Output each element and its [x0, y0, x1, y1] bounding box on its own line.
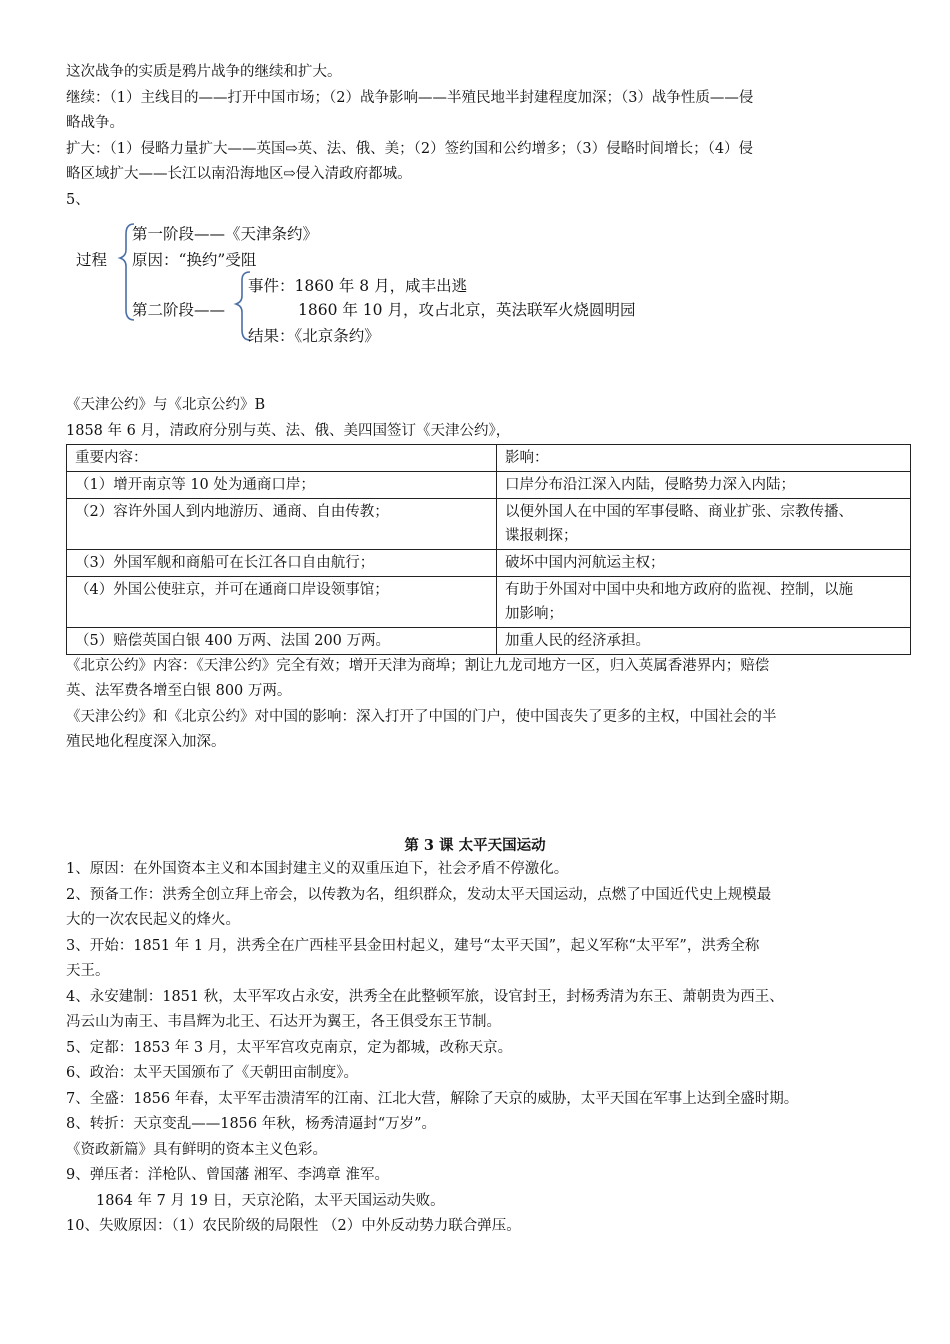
table-header-row [67, 445, 911, 472]
diagram-event1: 事件：1860 年 8 月，咸丰出逃 [248, 277, 468, 295]
text-line: 继续：（1）主线目的——打开中国市场；（2）战争影响——半殖民地半封建程度加深；（3）战争性质——侵 [66, 90, 754, 106]
table-header-content: 重要内容： [67, 445, 497, 472]
list-item: 1、原因：在外国资本主义和本国封建主义的双重压迫下，社会矛盾不停激化。 [66, 861, 569, 877]
beijing-treaty-text: 《北京公约》内容：《天津公约》完全有效；增开天津为商埠；割让九龙司地方一区，归入英属香港界内；赔偿 [66, 658, 770, 674]
text-line: 略区域扩大——长江以南沿海地区⇨侵入清政府都城。 [66, 166, 412, 182]
table-cell-impact: 加重人民的经济承担。 [497, 628, 911, 655]
text-line: 这次战争的实质是鸦片战争的继续和扩大。 [66, 64, 342, 80]
treaty-effect-text: 殖民地化程度深入加深。 [66, 734, 226, 750]
list-item: 4、永安建制：1851 秋，太平军攻占永安，洪秀全在此整顿军旅，设官封王，封杨秀清为东王、萧朝贵为西王、 [66, 989, 784, 1005]
table-row [67, 499, 911, 550]
beijing-treaty-text: 英、法军费各增至白银 800 万两。 [66, 683, 292, 699]
diagram-stage1: 第一阶段——《天津条约》 [132, 225, 319, 243]
text-line: 扩大：（1）侵略力量扩大——英国⇨英、法、俄、美；（2）签约国和公约增多；（3）侵略时间增长；（4）侵 [66, 141, 754, 157]
table-cell-impact [497, 499, 911, 550]
list-item: 8、转折：天京变乱——1856 年秋，杨秀清逼封“万岁”。 [66, 1116, 437, 1132]
table-row [67, 550, 911, 577]
list-item: 大的一次农民起义的烽火。 [66, 912, 240, 928]
diagram-cause: 原因：“换约”受阻 [132, 251, 257, 269]
lesson-title: 第 3 课 太平天国运动 [404, 837, 546, 854]
treaty-heading: 《天津公约》与《北京公约》B [66, 397, 266, 413]
table-cell-content: （3）外国军舰和商船可在长江各口自由航行； [67, 550, 497, 577]
text-line: 略战争。 [66, 115, 124, 131]
list-item: 冯云山为南王、韦昌辉为北王、石达开为翼王，各王俱受东王节制。 [66, 1014, 501, 1030]
list-item: 9、弹压者：洋枪队、曾国藩 湘军、李鸿章 淮军。 [66, 1167, 389, 1183]
diagram-root-label: 过程 [76, 251, 108, 269]
treaty-effect-text: 《天津公约》和《北京公约》对中国的影响：深入打开了中国的门户，使中国丧失了更多的主权，中国社会的半 [66, 709, 777, 725]
process-diagram [70, 218, 690, 358]
list-item: 10、失败原因：（1）农民阶级的局限性 （2）中外反动势力联合弹压。 [66, 1218, 521, 1234]
list-item: 5、定都：1853 年 3 月，太平军宫攻克南京，定为都城，改称天京。 [66, 1040, 513, 1056]
list-item: 3、开始：1851 年 1 月，洪秀全在广西桂平县金田村起义，建号“太平天国”，起义军称“太平军”，洪秀全称 [66, 938, 760, 954]
table-cell-content: （1）增开南京等 10 处为通商口岸； [67, 472, 497, 499]
table-cell-content: （5）赔偿英国白银 400 万两、法国 200 万两。 [67, 628, 497, 655]
text-line: 5、 [66, 192, 90, 208]
treaty-subheading: 1858 年 6 月，清政府分别与英、法、俄、美四国签订《天津公约》， [66, 423, 511, 439]
list-item: 7、全盛：1856 年春，太平军击溃清军的江南、江北大营，解除了天京的威胁，太平天国在军事上达到全盛时期。 [66, 1091, 799, 1107]
list-item: 1864 年 7 月 19 日，天京沦陷，太平天国运动失败。 [96, 1193, 445, 1209]
list-item: 《资政新篇》具有鲜明的资本主义色彩。 [66, 1142, 327, 1158]
table-row [67, 628, 911, 655]
table-cell-content: （4）外国公使驻京，并可在通商口岸设领事馆； [67, 577, 497, 628]
list-item: 6、政治：太平天国颁布了《天朝田亩制度》。 [66, 1065, 358, 1081]
table-row [67, 577, 911, 628]
impact-line: 谍报刺探； [505, 528, 578, 544]
table-cell-content: （2）容许外国人到内地游历、通商、自由传教； [67, 499, 497, 550]
impact-line: 以便外国人在中国的军事侵略、商业扩张、宗教传播、 [505, 504, 853, 520]
treaty-table [66, 444, 911, 655]
table-cell-impact [497, 577, 911, 628]
diagram-event2: 1860 年 10 月，攻占北京，英法联军火烧圆明园 [298, 301, 636, 319]
table-row [67, 472, 911, 499]
table-cell-impact: 口岸分布沿江深入内陆，侵略势力深入内陆； [497, 472, 911, 499]
impact-line: 有助于外国对中国中央和地方政府的监视、控制，以施 [505, 582, 853, 598]
diagram-stage2: 第二阶段—— [132, 301, 226, 319]
diagram-result: 结果：《北京条约》 [248, 327, 380, 345]
list-item: 天王。 [66, 963, 110, 979]
table-header-impact: 影响： [497, 445, 911, 472]
list-item: 2、预备工作：洪秀全创立拜上帝会，以传教为名，组织群众，发动太平天国运动，点燃了中国近代史上规模最 [66, 887, 772, 903]
impact-line: 加影响； [505, 606, 563, 622]
table-cell-impact: 破坏中国内河航运主权； [497, 550, 911, 577]
